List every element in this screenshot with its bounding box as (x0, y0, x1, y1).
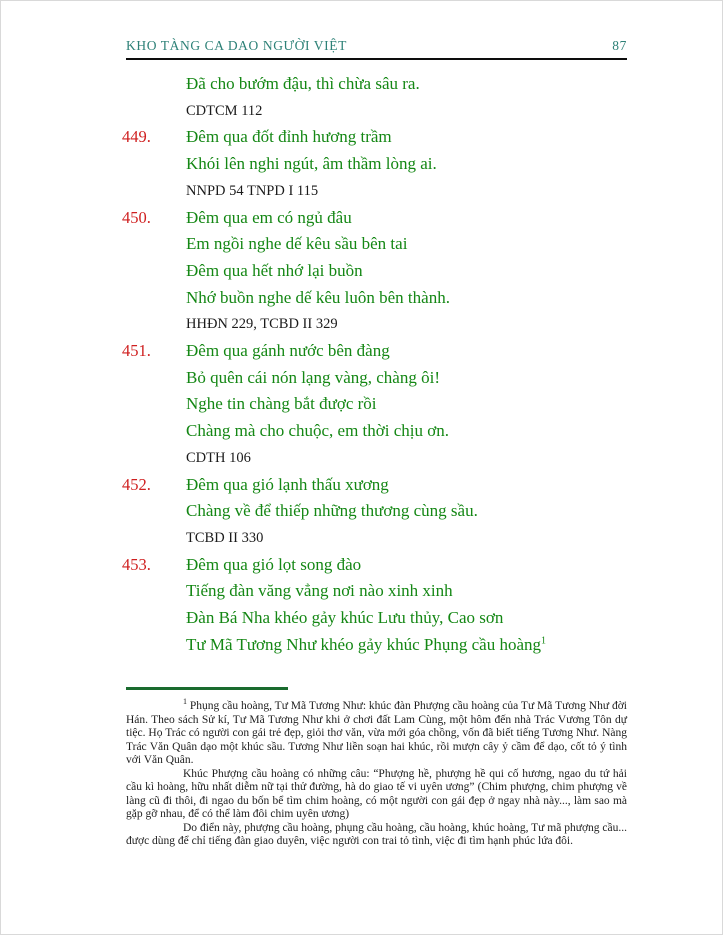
verse-text: Nghe tin chàng bắt được rồi (186, 394, 377, 414)
footnote-text: Phụng cầu hoàng, Tư Mã Tương Như: khúc đàn Phượng cầu hoàng của Tư Mã Tương Như đời Hán. Theo sách Sử kí, Tư Mã Tương Như khi ở chơi đất Lam Cùng, một hôm đến nhà Trác Vương Tôn dự tiệc. Họ Trác có người con gái trẻ đẹp, giỏi thơ văn, vừa mới góa chồng, vốn đã biết tiếng Tương Như. Nàng Trác Văn Quân dạo một khúc sầu. Tương Như liền soạn hai khúc, rồi mượn cây ỷ cầm để dạo, cốt tỏ ý tình với Văn Quân. (126, 700, 628, 766)
footnote-paragraph (126, 768, 627, 822)
footnote-rule (126, 687, 288, 690)
footnote-reference: 1 (541, 635, 547, 647)
book-title: KHO TÀNG CA DAO NGƯỜI VIỆT (126, 38, 347, 53)
verse-line (122, 418, 662, 445)
verse-line (122, 578, 662, 605)
verse-line (122, 632, 662, 659)
citation: CDTH 106 (186, 449, 251, 466)
footnote-paragraph (126, 822, 627, 849)
footnote-paragraph (126, 697, 628, 768)
verse-text: Khói lên nghi ngút, âm thầm lòng ai. (186, 154, 437, 174)
verse-text: Tiếng đàn văng vẳng nơi nào xinh xinh (186, 581, 453, 601)
footnote-paragraphs (126, 697, 628, 849)
entry-number: 449. (122, 127, 151, 147)
verse-text: Đêm qua gió lạnh thấu xương (186, 474, 389, 494)
citation: NNPD 54 TNPD I 115 (186, 182, 319, 199)
entry-number: 453. (122, 554, 151, 574)
verse-line (122, 71, 662, 98)
page-header (126, 38, 627, 54)
verse-text: Đêm qua em có ngủ đâu (186, 207, 352, 227)
verse-line (122, 124, 662, 151)
footnote-text: Khúc Phượng cầu hoàng có những câu: “Phượng hề, phượng hề qui cố hương, ngao du tứ hải cầu kì hoàng, hữu nhất diễm nữ tại thử đường, hà do giao tế vi uyên ương” (Chim phượng, chim phượng về làng cũ đi thôi, đi ngao du bốn bể tìm chim hoàng, có một người con gái đẹp ở ngay nhà này..., làm sao mà gặp gỡ nhau, để có thể làm đôi chim uyên ương) (126, 767, 627, 820)
verse-text: Đêm qua hết nhớ lại buồn (186, 260, 363, 280)
header-rule (126, 58, 627, 60)
footnote-section (126, 687, 627, 849)
verse-line (122, 552, 662, 579)
citation: CDTCM 112 (186, 102, 263, 119)
footnote-marker: 1 (183, 697, 187, 707)
verse-line (122, 258, 662, 285)
verse-line (122, 231, 662, 258)
verse-text: Đêm qua gió lọt song đào (186, 554, 362, 574)
verse-line (122, 365, 662, 392)
verse-text: Chàng về để thiếp những thương cùng sầu. (186, 501, 478, 521)
verse-text: Nhớ buồn nghe dế kêu luôn bên thành. (186, 287, 450, 307)
verse-line (122, 498, 662, 525)
verse-line (122, 472, 662, 499)
page-number: 87 (612, 38, 627, 53)
verse-text: Chàng mà cho chuộc, em thời chịu ơn. (186, 421, 450, 441)
citation: TCBD II 330 (186, 529, 264, 546)
entry-number: 450. (122, 207, 151, 227)
verse-text: Đàn Bá Nha khéo gảy khúc Lưu thủy, Cao sơn (186, 608, 504, 628)
verse-line (122, 151, 662, 178)
verse-text: Em ngồi nghe dế kêu sầu bên tai (186, 234, 408, 254)
verse-line (122, 391, 662, 418)
verse-text: Đã cho bướm đậu, thì chừa sâu ra. (186, 74, 420, 93)
verse-line (122, 205, 662, 232)
verse-text: Đêm qua gánh nước bên đàng (186, 341, 390, 361)
entries-list (122, 71, 662, 658)
entry-number: 451. (122, 341, 151, 361)
entry-number: 452. (122, 474, 151, 494)
verse-line (122, 338, 662, 365)
verse-text: Bỏ quên cái nón lạng vàng, chàng ôi! (186, 367, 440, 387)
verse-line (122, 285, 662, 312)
citation: HHĐN 229, TCBD II 329 (186, 316, 338, 333)
verse-line (122, 605, 662, 632)
verse-text: Tư Mã Tương Như khéo gảy khúc Phụng cầu hoàng (186, 634, 542, 654)
verse-text: Đêm qua đốt đỉnh hương trầm (186, 127, 392, 147)
footnote-text: Do điển này, phượng cầu hoàng, phụng cầu hoàng, cầu hoàng, khúc hoàng, Tư mã phượng cầu... được dùng để chỉ tiếng đàn giao duyên, việc người con trai tỏ tình, việc đi tìm hạnh phúc lứa đôi. (126, 821, 627, 847)
